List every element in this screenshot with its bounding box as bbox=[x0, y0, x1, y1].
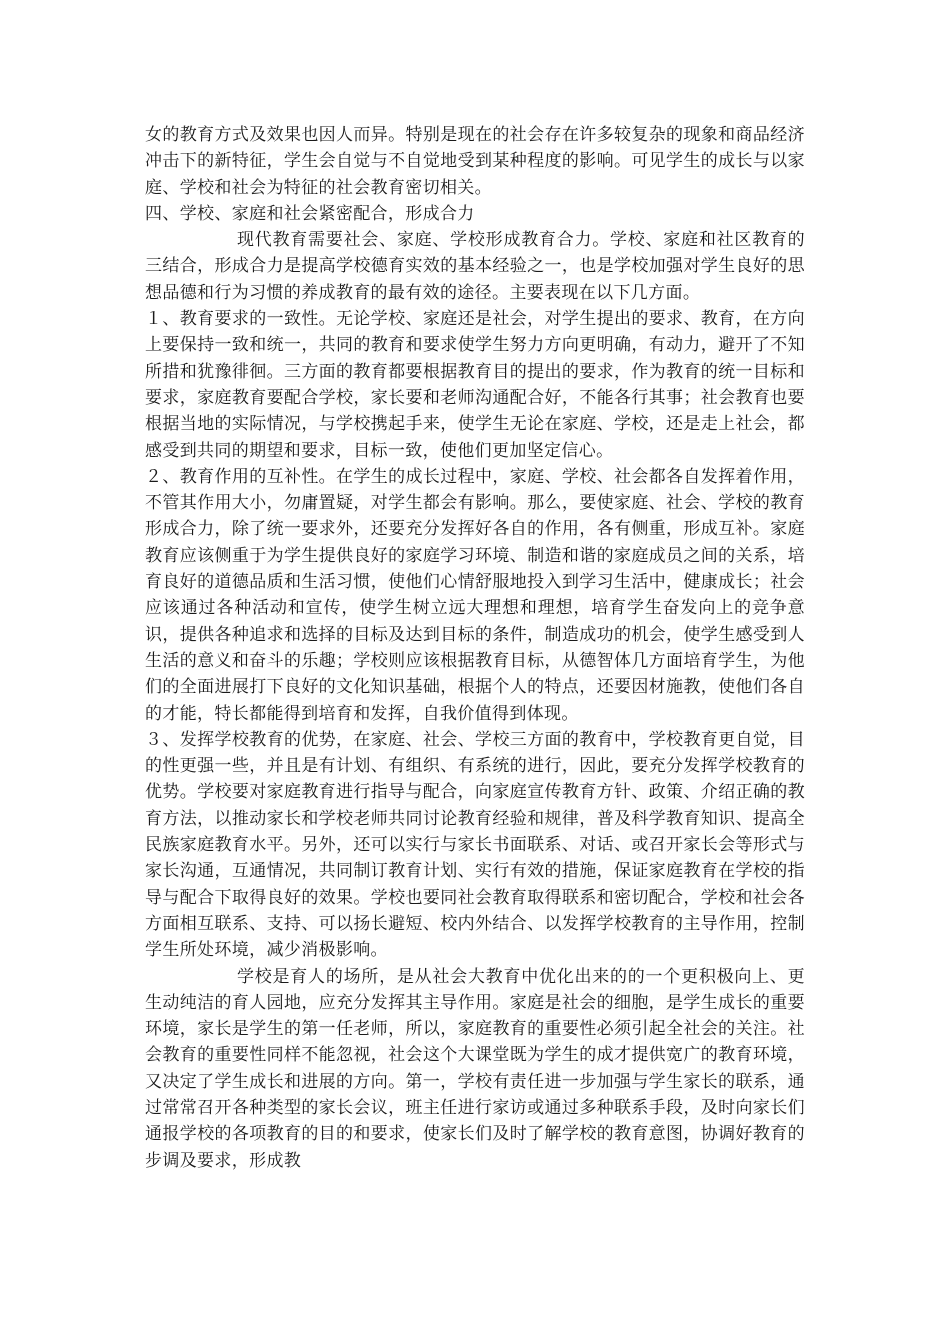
section-heading: 四、学校、家庭和社会紧密配合，形成合力 bbox=[145, 203, 475, 224]
document-page bbox=[145, 122, 805, 1174]
paragraph-intro: 现代教育需要社会、家庭、学校形成教育合力。学校、家庭和社区教育的三结合，形成合力是提高学校德育实效的基本经验之一，也是学校加强对学生良好的思想品德和行为习惯的养成教育的最有效的途径。主要表现在以下几方面。 bbox=[145, 230, 805, 303]
paragraph-point-2: ２、教育作用的互补性。在学生的成长过程中，家庭、学校、社会都各自发挥着作用，不管其作用大小，勿庸置疑，对学生都会有影响。那么，要使家庭、社会、学校的教育形成合力，除了统一要求外，还要充分发挥好各自的作用，各有侧重，形成互补。家庭教育应该侧重于为学生提供良好的家庭学习环境、制造和谐的家庭成员之间的关系，培育良好的道德品质和生活习惯，使他们心情舒服地投入到学习生活中，健康成长；社会应该通过各种活动和宣传，使学生树立远大理想和理想，培育学生奋发向上的竞争意识，提供各种追求和选择的目标及达到目标的条件，制造成功的机会，使学生感受到人生活的意义和奋斗的乐趣；学校则应该根据教育目标，从德智体几方面培育学生，为他们的全面进展打下良好的文化知识基础，根据个人的特点，还要因材施教，使他们各自的才能，特长都能得到培育和发挥，自我价值得到体现。 bbox=[145, 466, 805, 724]
paragraph-closing: 学校是育人的场所，是从社会大教育中优化出来的的一个更积极向上、更生动纯洁的育人园地，应充分发挥其主导作用。家庭是社会的细胞，是学生成长的重要环境，家长是学生的第一任老师，所以，家庭教育的重要性必须引起全社会的关注。社会教育的重要性同样不能忽视，社会这个大课堂既为学生的成才提供宽广的教育环境，又决定了学生成长和进展的方向。第一，学校有责任进一步加强与学生家长的联系，通过常常召开各种类型的家长会议，班主任进行家访或通过多种联系手段，及时向家长们通报学校的各项教育的目的和要求，使家长们及时了解学校的教育意图，协调好教育的步调及要求，形成教 bbox=[145, 966, 805, 1171]
paragraph-point-1: １、教育要求的一致性。无论学校、家庭还是社会，对学生提出的要求、教育，在方向上要保持一致和统一，共同的教育和要求使学生努力方向更明确，有动力，避开了不知所措和犹豫徘徊。三方面的教育都要根据教育目的提出的要求，作为教育的统一目标和要求，家庭教育要配合学校，家长要和老师沟通配合好，不能各行其事；社会教育也要根据当地的实际情况，与学校携起手来，使学生无论在家庭、学校，还是走上社会，都感受到共同的期望和要求，目标一致，使他们更加坚定信心。 bbox=[145, 309, 805, 461]
paragraph-continuation: 女的教育方式及效果也因人而异。特别是现在的社会存在许多较复杂的现象和商品经济冲击下的新特征，学生会自觉与不自觉地受到某种程度的影响。可见学生的成长与以家庭、学校和社会为特征的社会教育密切相关。 bbox=[145, 125, 805, 198]
paragraph-point-3: ３、发挥学校教育的优势，在家庭、社会、学校三方面的教育中，学校教育更自觉，目的性更强一些，并且是有计划、有组织、有系统的进行，因此，要充分发挥学校教育的优势。学校要对家庭教育进行指导与配合，向家庭宣传教育方针、政策、介绍正确的教育方法，以推动家长和学校老师共同讨论教育经验和规律，普及科学教育知识、提高全民族家庭教育水平。另外，还可以实行与家长书面联系、对话、或召开家长会等形式与家长沟通，互通情况，共同制订教育计划、实行有效的措施，保证家庭教育在学校的指导与配合下取得良好的效果。学校也要同社会教育取得联系和密切配合，学校和社会各方面相互联系、支持、可以扬长避短、校内外结合、以发挥学校教育的主导作用，控制学生所处环境，减少消极影响。 bbox=[145, 729, 805, 961]
